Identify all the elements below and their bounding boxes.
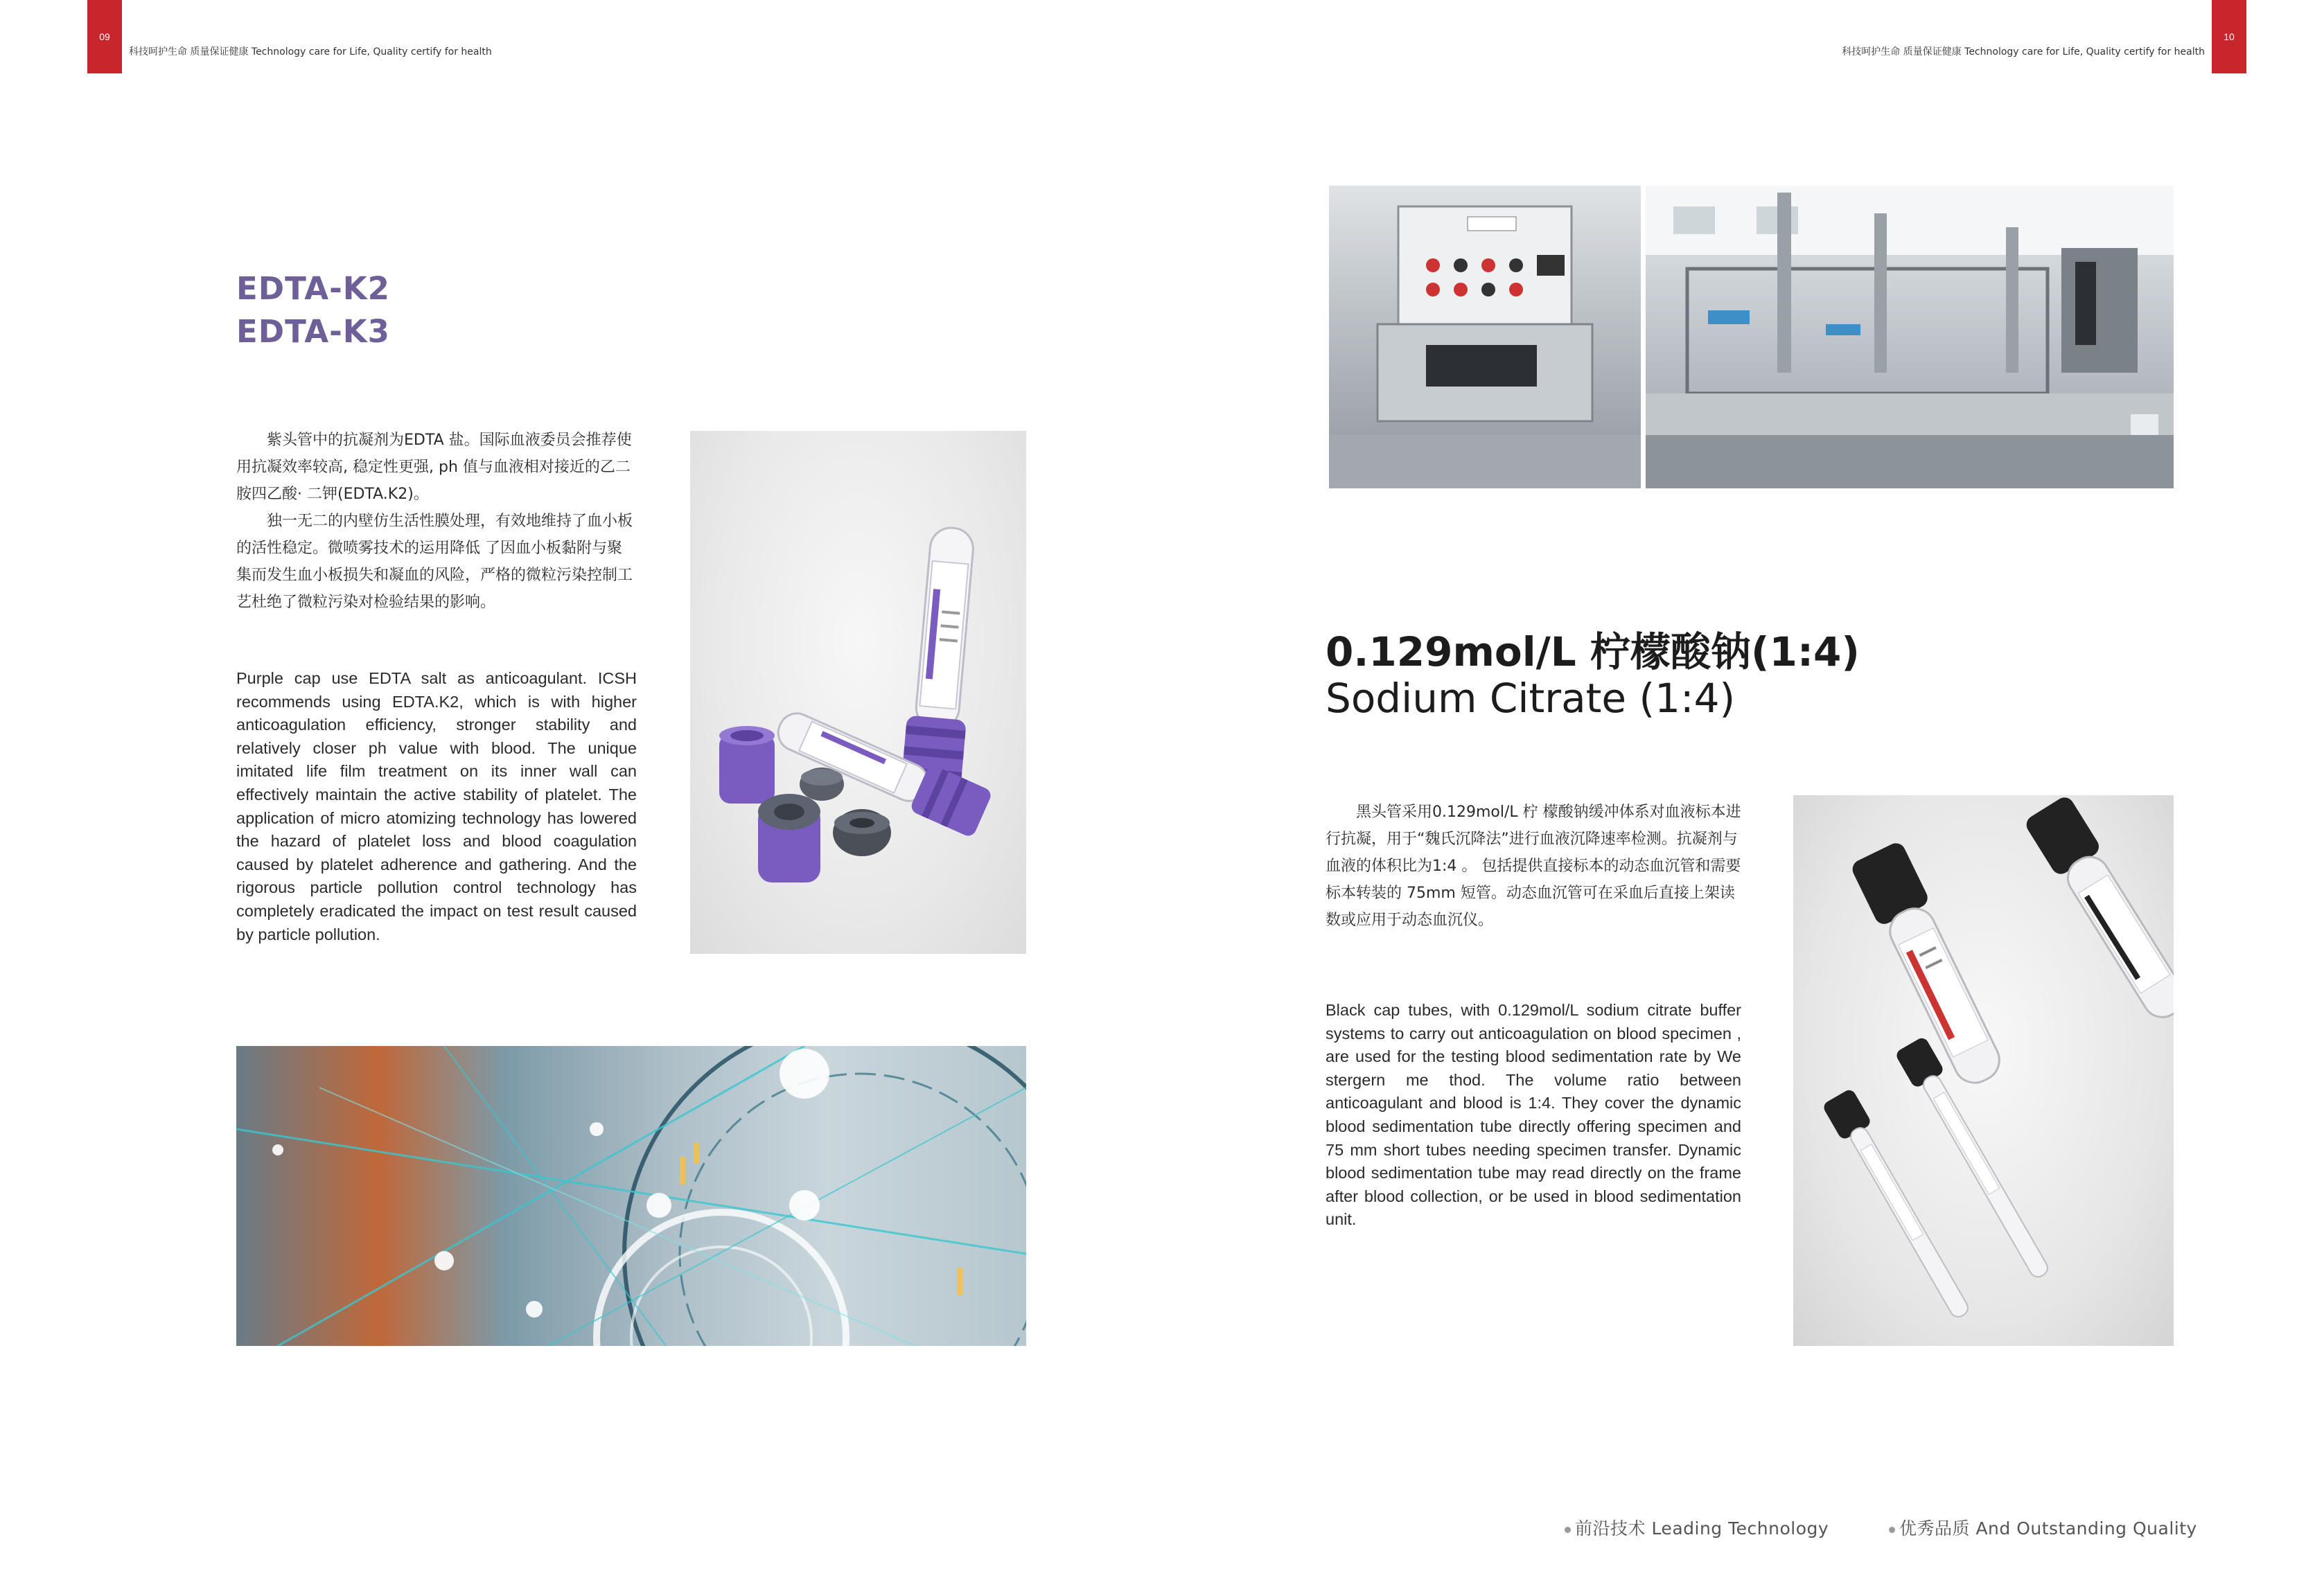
right-chinese-text — [1326, 799, 1741, 934]
black-tubes-photo — [1793, 795, 2174, 1346]
right-page-number: 10 — [2224, 31, 2235, 42]
right-page-number-tab — [2212, 0, 2246, 73]
right-header-tagline: 科技呵护生命 质量保证健康 Technology care for Life, Quality certify for health — [1842, 46, 2205, 57]
footer-leading-technology — [1565, 1515, 1829, 1540]
footer-outstanding-quality — [1889, 1515, 2197, 1540]
left-chinese-text — [236, 427, 637, 616]
edta-k2-title: EDTA-K2 — [236, 270, 390, 307]
technology-banner-image — [236, 1046, 1026, 1346]
technology-banner-graphic — [236, 1046, 1026, 1346]
edta-k3-title: EDTA-K3 — [236, 313, 390, 350]
footer-leading-technology-label: 前沿技术 Leading Technology — [1575, 1518, 1829, 1539]
purple-tubes-photo — [690, 431, 1026, 954]
sodium-citrate-title-cn: 0.129mol/L 柠檬酸钠(1:4) — [1326, 628, 1860, 675]
right-english-text: Black cap tubes, with 0.129mol/L sodium citrate buffer systems to carry out anticoagulation on blood specimen , are used for the testing blood sedimentation rate by We stergern me thod. The volume ratio between anticoagulant and blood is 1:4. They cover the dynamic blood sedimentation tube directly offering specimen and 75 mm short tubes needing specimen transfer. Dynamic blood sedimentation tube may read directly on the frame after blood collection, or be used in blood sedimentation unit. — [1326, 1001, 1741, 1229]
right-cn-paragraph: 黑头管采用0.129mol/L 柠 檬酸钠缓冲体系对血液标本进行抗凝，用于“魏氏沉降法”进行血液沉降速率检测。抗凝剂与血液的体积比为1:4 。 包括提供直接标本的动态血沉管和需要标本转装的 75mm 短管。动态血沉管可在采血后直接上架读数或应用于动态血沉仪。 — [1326, 804, 1741, 929]
sodium-citrate-title-en: Sodium Citrate (1:4) — [1326, 675, 1736, 722]
machine-illustration — [1329, 186, 1641, 488]
left-header-tagline: 科技呵护生命 质量保证健康 Technology care for Life, Quality certify for health — [129, 46, 492, 57]
assembly-line-illustration — [1646, 186, 2174, 488]
black-tubes-illustration — [1793, 795, 2174, 1346]
left-english-text: Purple cap use EDTA salt as anticoagulant. ICSH recommends using EDTA.K2, which is with higher anticoagulation efficiency, stronger stability and relatively closer ph value with blood. The unique imitated life film treatment on its inner wall can effectively maintain the active stability of platelet. The application of micro atomizing technology has lowered the hazard of platelet loss and blood coagulation caused by platelet adherence and gathering. And the rigorous particle pollution control technology has completely eradicated the impact on test result caused by particle pollution. — [236, 669, 637, 943]
production-machine-photo — [1329, 186, 1641, 488]
left-cn-paragraph-1: 紫头管中的抗凝剂为EDTA 盐。国际血液委员会推荐使用抗凝效率较高, 稳定性更强, ph 值与血液相对接近的乙二胺四乙酸· 二钾(EDTA.K2)。 — [236, 432, 632, 503]
left-page-number-tab — [87, 0, 122, 73]
assembly-line-photo — [1646, 186, 2174, 488]
purple-tubes-illustration — [690, 431, 1026, 954]
left-cn-paragraph-2: 独一无二的内壁仿生活性膜处理，有效地维持了血小板的活性稳定。微喷雾技术的运用降低 了因血小板黏附与聚集而发生血小板损失和凝血的风险，严格的微粒污染控制工艺杜绝了微粒污染对检验结果的影响。 — [236, 513, 633, 611]
bullet-dot-icon — [1565, 1527, 1571, 1533]
footer-outstanding-quality-label: 优秀品质 And Outstanding Quality — [1899, 1518, 2197, 1539]
bullet-dot-icon — [1889, 1527, 1895, 1533]
left-page-number: 09 — [99, 31, 110, 42]
